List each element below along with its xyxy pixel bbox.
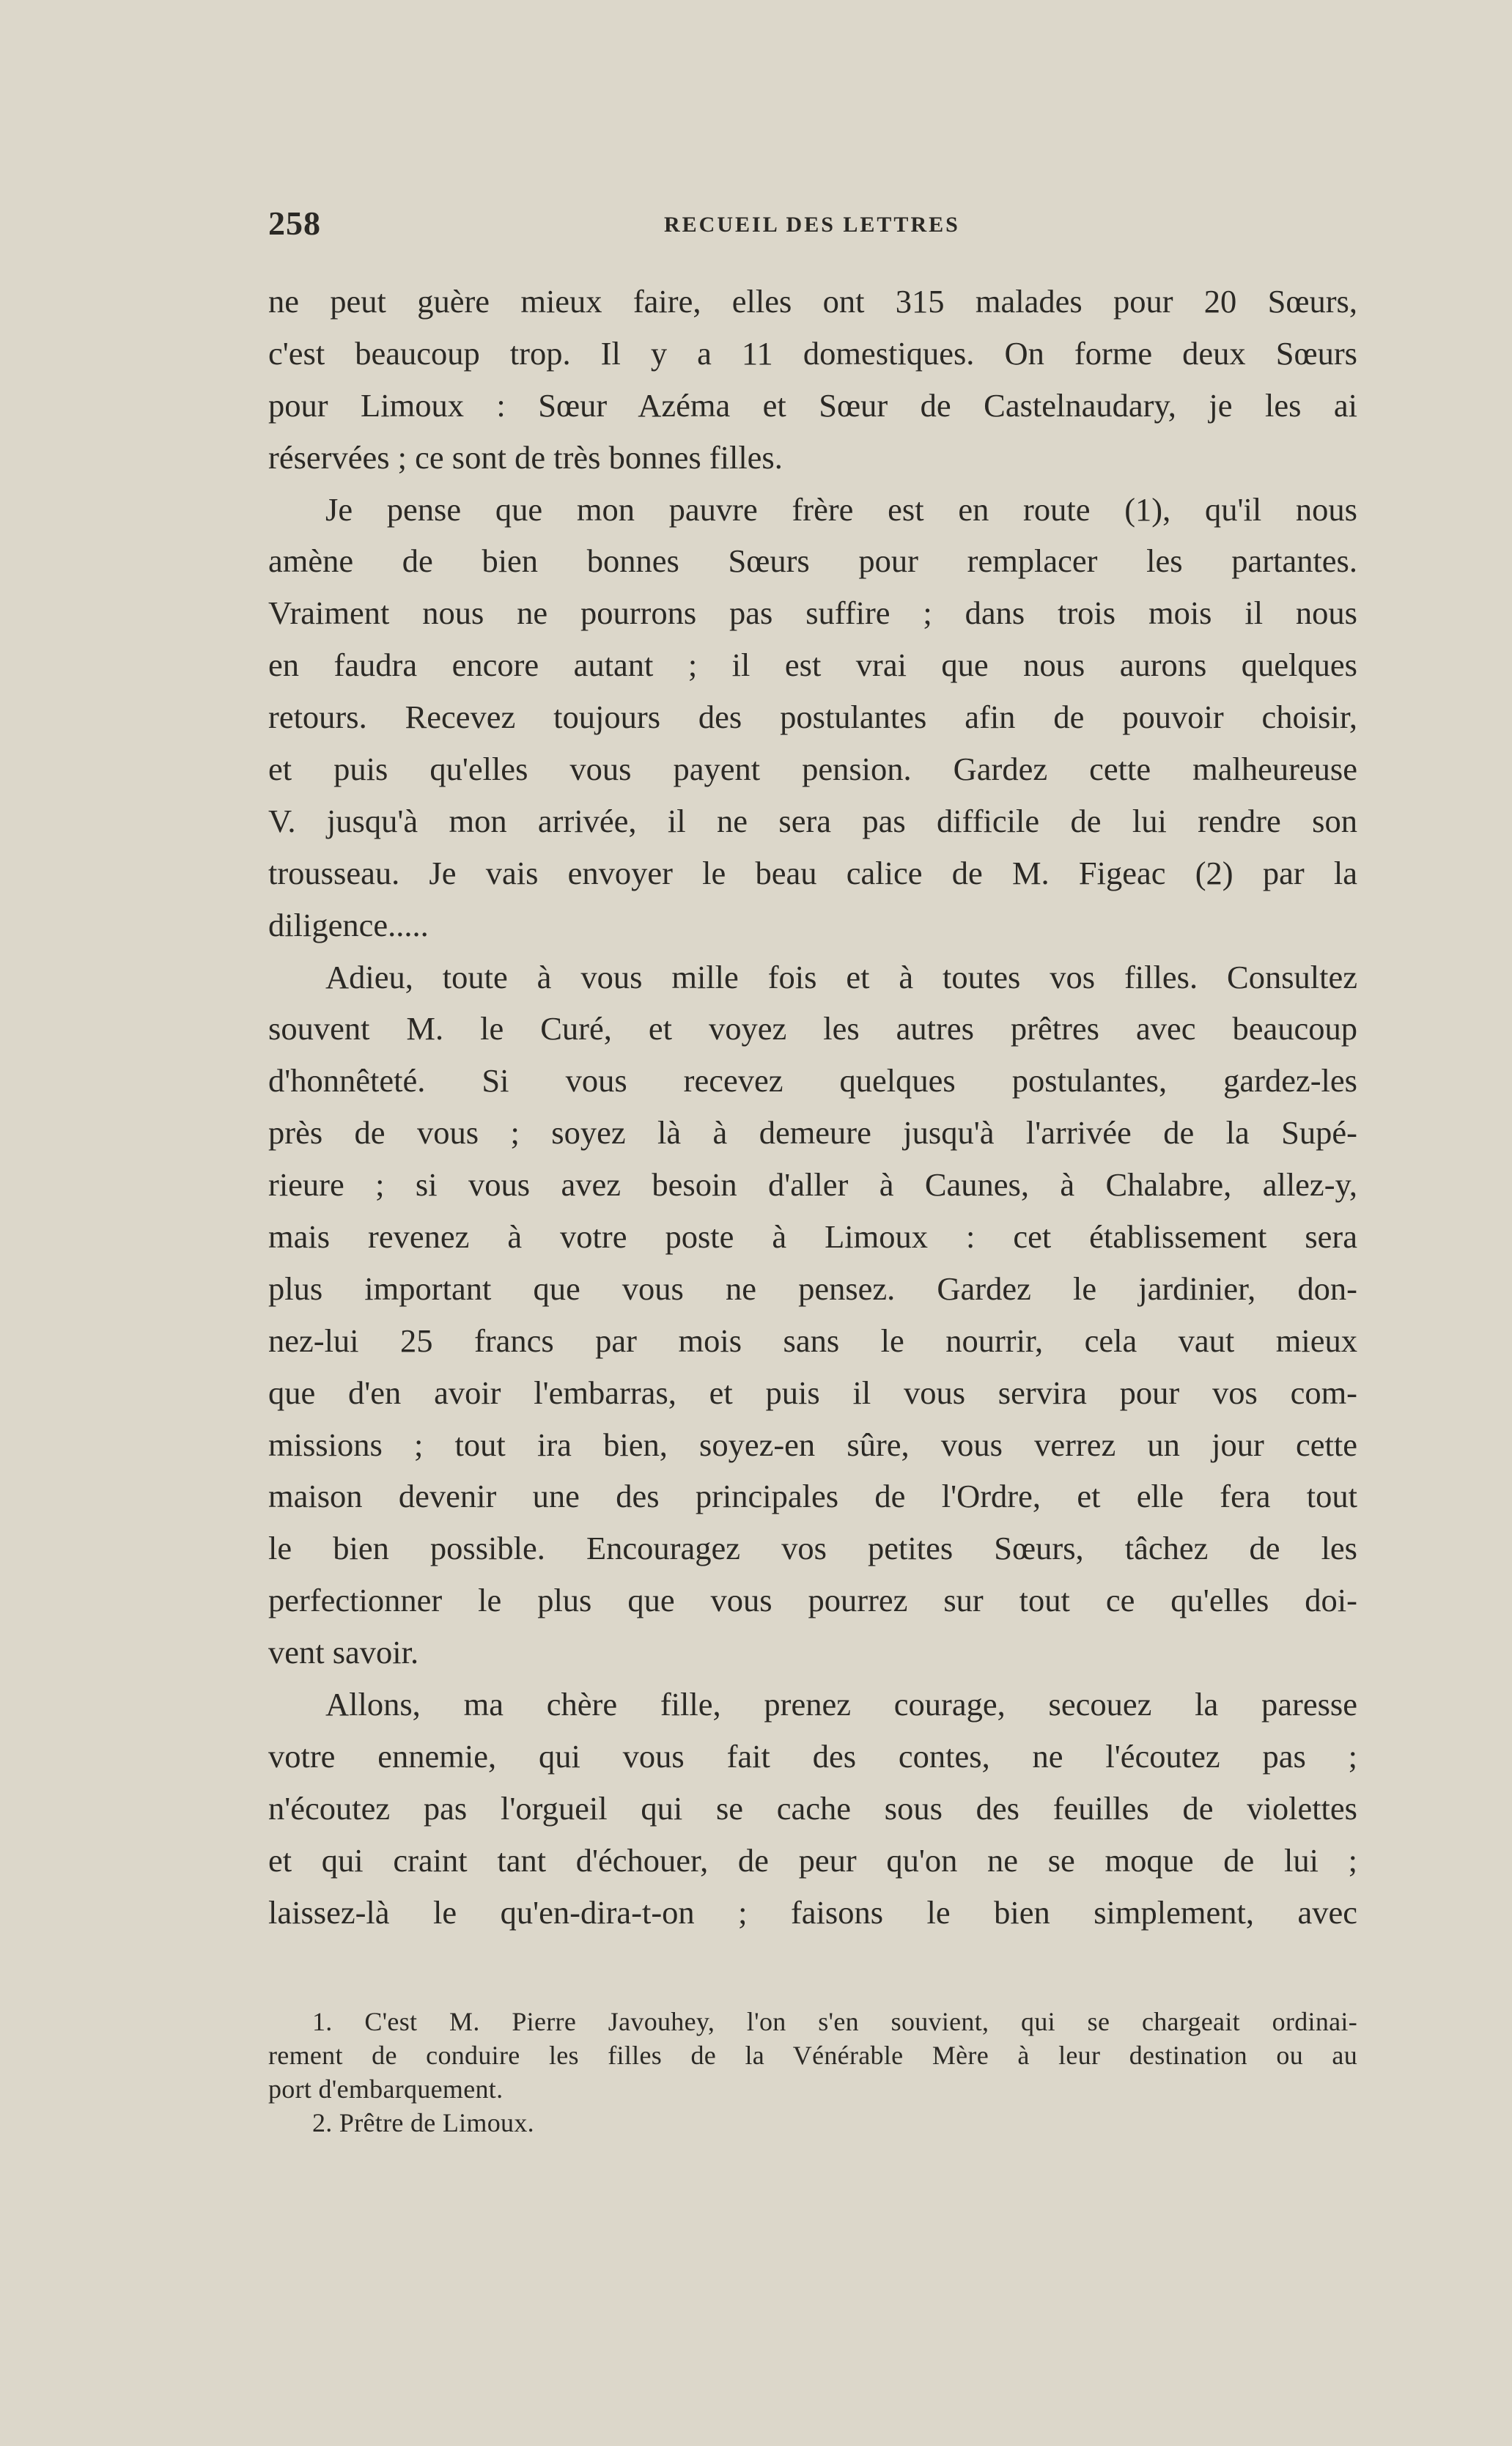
text-line: en faudra encore autant ; il est vrai que nous aurons quelques: [268, 647, 1357, 684]
text-line: que d'en avoir l'embarras, et puis il vous servira pour vos com-: [268, 1374, 1357, 1411]
text-line: votre ennemie, qui vous fait des contes, ne l'écoutez pas ;: [268, 1737, 1357, 1775]
text-line: laissez-là le qu'en-dira-t-on ; faisons le bien simplement, avec: [268, 1893, 1357, 1931]
text-line: retours. Recevez toujours des postulantes afin de pouvoir choisir,: [268, 699, 1357, 736]
footnotes: [268, 2005, 1357, 2140]
text-line: diligence.....: [268, 906, 429, 943]
running-head: [268, 204, 1357, 248]
text-line: mais revenez à votre poste à Limoux : cet établissement sera: [268, 1218, 1357, 1256]
text-line: n'écoutez pas l'orgueil qui se cache sous des feuilles de violettes: [268, 1789, 1357, 1827]
letter-body: [268, 276, 1357, 1939]
text-line: Allons, ma chère fille, prenez courage, secouez la paresse: [325, 1686, 1357, 1723]
text-line: réservées ; ce sont de très bonnes filles.: [268, 438, 783, 476]
text-line: Adieu, toute à vous mille fois et à toutes vos filles. Consultez: [325, 958, 1357, 995]
text-line: missions ; tout ira bien, soyez-en sûre, vous verrez un jour cette: [268, 1426, 1357, 1463]
text-line: ne peut guère mieux faire, elles ont 315 malades pour 20 Sœurs,: [268, 283, 1357, 320]
text-line: souvent M. le Curé, et voyez les autres prêtres avec beaucoup: [268, 1010, 1357, 1047]
text-line: vent savoir.: [268, 1634, 419, 1671]
text-line: Je pense que mon pauvre frère est en route (1), qu'il nous: [325, 490, 1357, 528]
text-line: amène de bien bonnes Sœurs pour remplacer les partantes.: [268, 542, 1357, 580]
text-line: perfectionner le plus que vous pourrez sur tout ce qu'elles doi-: [268, 1582, 1357, 1619]
text-line: et qui craint tant d'échouer, de peur qu'on ne se moque de lui ;: [268, 1841, 1357, 1879]
text-line: pour Limoux : Sœur Azéma et Sœur de Castelnaudary, je les ai: [268, 386, 1357, 424]
footnote-line: rement de conduire les filles de la Vénérable Mère à leur destination ou au: [268, 2041, 1357, 2070]
text-line: le bien possible. Encouragez vos petites Sœurs, tâchez de les: [268, 1530, 1357, 1567]
text-line: plus important que vous ne pensez. Gardez le jardinier, don-: [268, 1270, 1357, 1307]
text-line: nez-lui 25 francs par mois sans le nourrir, cela vaut mieux: [268, 1322, 1357, 1359]
text-line: maison devenir une des principales de l'Ordre, et elle fera tout: [268, 1478, 1357, 1515]
footnote-line: 2. Prêtre de Limoux.: [312, 2108, 534, 2137]
text-line: et puis qu'elles vous payent pension. Gardez cette malheureuse: [268, 751, 1357, 788]
footnote-line: port d'embarquement.: [268, 2074, 504, 2104]
page-number: 258: [268, 205, 321, 242]
text-line: d'honnêteté. Si vous recevez quelques postulantes, gardez-les: [268, 1062, 1357, 1099]
text-line: c'est beaucoup trop. Il y a 11 domestiques. On forme deux Sœurs: [268, 334, 1357, 372]
text-line: Vraiment nous ne pourrons pas suffire ; dans trois mois il nous: [268, 594, 1357, 632]
text-line: trousseau. Je vais envoyer le beau calice de M. Figeac (2) par la: [268, 854, 1357, 891]
text-line: V. jusqu'à mon arrivée, il ne sera pas difficile de lui rendre son: [268, 802, 1357, 839]
text-line: rieure ; si vous avez besoin d'aller à Caunes, à Chalabre, allez-y,: [268, 1166, 1357, 1204]
text-line: près de vous ; soyez là à demeure jusqu'à l'arrivée de la Supé-: [268, 1114, 1357, 1152]
running-title: RECUEIL DES LETTRES: [664, 213, 960, 237]
footnote-line: 1. C'est M. Pierre Javouhey, l'on s'en souvient, qui se chargeait ordinai-: [312, 2007, 1357, 2036]
